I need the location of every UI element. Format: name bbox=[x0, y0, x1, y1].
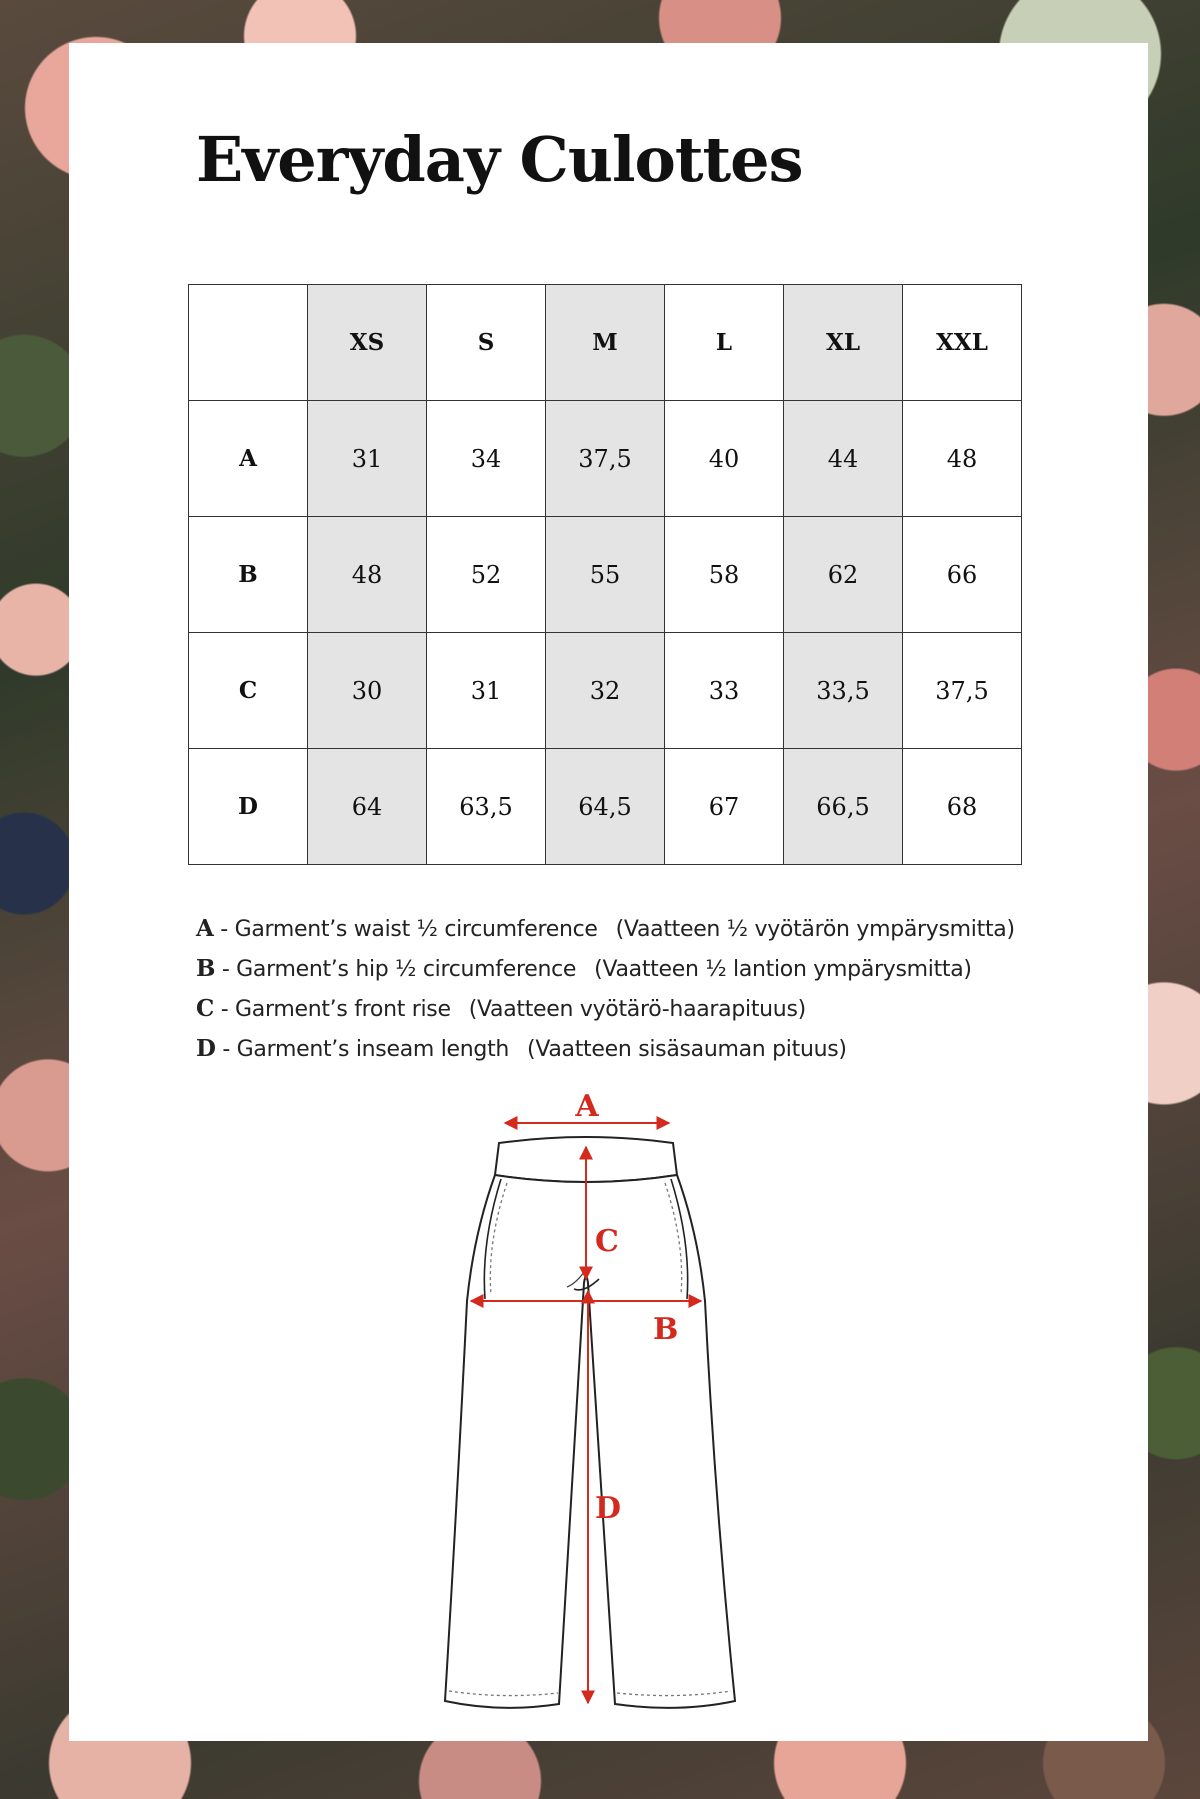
table-cell: 33,5 bbox=[784, 633, 903, 749]
table-row-b bbox=[189, 517, 1022, 633]
legend-text: - Garment’s inseam length bbox=[215, 1037, 510, 1062]
legend-finnish: (Vaatteen ½ vyötärön ympärysmitta) bbox=[615, 917, 1015, 942]
row-label: A bbox=[189, 401, 308, 517]
legend-finnish: (Vaatteen ½ lantion ympärysmitta) bbox=[594, 957, 972, 982]
table-cell: 32 bbox=[546, 633, 665, 749]
legend-item-c bbox=[196, 989, 1096, 1029]
legend-key: A bbox=[196, 915, 214, 942]
table-cell: 67 bbox=[665, 749, 784, 865]
legend-key: C bbox=[196, 995, 215, 1022]
legend-key: B bbox=[196, 955, 216, 982]
row-label: C bbox=[189, 633, 308, 749]
table-cell: 64,5 bbox=[546, 749, 665, 865]
culottes-diagram bbox=[419, 1083, 779, 1723]
table-cell: 37,5 bbox=[546, 401, 665, 517]
legend-item-b bbox=[196, 949, 1096, 989]
table-cell: 63,5 bbox=[427, 749, 546, 865]
table-cell: 33 bbox=[665, 633, 784, 749]
table-cell: 64 bbox=[308, 749, 427, 865]
table-cell: 34 bbox=[427, 401, 546, 517]
size-header-s: S bbox=[427, 285, 546, 401]
table-cell: 66,5 bbox=[784, 749, 903, 865]
diagram-label-d: D bbox=[595, 1491, 622, 1526]
legend-finnish: (Vaatteen sisäsauman pituus) bbox=[527, 1037, 847, 1062]
table-cell: 44 bbox=[784, 401, 903, 517]
diagram-label-b: B bbox=[653, 1312, 679, 1347]
legend-finnish: (Vaatteen vyötärö-haarapituus) bbox=[468, 997, 806, 1022]
size-header-l: L bbox=[665, 285, 784, 401]
legend-item-a bbox=[196, 909, 1096, 949]
measurement-legend bbox=[196, 909, 1096, 1069]
size-header-xs: XS bbox=[308, 285, 427, 401]
page-title: Everyday Culottes bbox=[196, 123, 803, 196]
table-cell: 68 bbox=[903, 749, 1022, 865]
table-cell: 31 bbox=[427, 633, 546, 749]
table-cell: 52 bbox=[427, 517, 546, 633]
size-header-m: M bbox=[546, 285, 665, 401]
table-corner-cell bbox=[189, 285, 308, 401]
diagram-label-c: C bbox=[595, 1224, 619, 1259]
legend-text: - Garment’s waist ½ circumference bbox=[213, 917, 598, 942]
table-cell: 62 bbox=[784, 517, 903, 633]
legend-text: - Garment’s front rise bbox=[214, 997, 451, 1022]
size-header-xl: XL bbox=[784, 285, 903, 401]
table-cell: 37,5 bbox=[903, 633, 1022, 749]
legend-text: - Garment’s hip ½ circumference bbox=[215, 957, 577, 982]
diagram-label-a: A bbox=[575, 1089, 599, 1124]
table-cell: 58 bbox=[665, 517, 784, 633]
table-cell: 55 bbox=[546, 517, 665, 633]
table-row-c bbox=[189, 633, 1022, 749]
size-header-xxl: XXL bbox=[903, 285, 1022, 401]
row-label: D bbox=[189, 749, 308, 865]
table-cell: 31 bbox=[308, 401, 427, 517]
table-cell: 48 bbox=[308, 517, 427, 633]
table-row-a bbox=[189, 401, 1022, 517]
trouser-outline bbox=[445, 1175, 735, 1708]
size-chart-card bbox=[69, 43, 1148, 1741]
row-label: B bbox=[189, 517, 308, 633]
table-cell: 40 bbox=[665, 401, 784, 517]
table-row-d bbox=[189, 749, 1022, 865]
legend-key: D bbox=[196, 1035, 216, 1062]
table-cell: 66 bbox=[903, 517, 1022, 633]
size-table bbox=[188, 284, 1022, 865]
table-header-row bbox=[189, 285, 1022, 401]
legend-item-d bbox=[196, 1029, 1096, 1069]
table-cell: 30 bbox=[308, 633, 427, 749]
table-cell: 48 bbox=[903, 401, 1022, 517]
